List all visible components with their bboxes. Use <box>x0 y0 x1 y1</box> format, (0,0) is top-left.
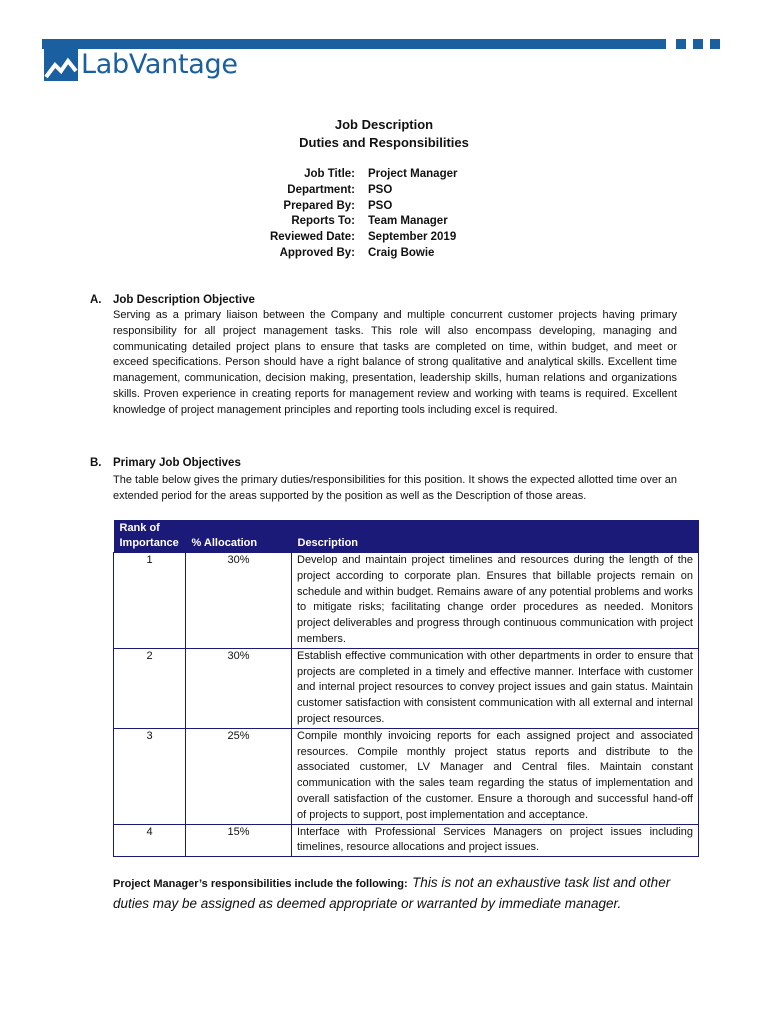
description-cell: Compile monthly invoicing reports for each assigned project and associated resources. Compile monthly project status reports and distribute to the associated customer, LV Manager and Central files. Maintain constant communication with the sales team regarding the status of implementation and overall satisfaction of the customer. Ensure a thorough and successful hand-off of projects to support, post implementation and acceptance. <box>292 728 699 824</box>
job-info-row <box>200 246 457 262</box>
responsibilities-note <box>113 873 703 913</box>
description-cell: Establish effective communication with other departments in order to ensure that projects are completed in a timely and effective manner. Interface with customer and internal project resources to convey project issues and gain status. Maintain customer satisfaction with consistent communication with all external and internal project resources. <box>292 648 699 728</box>
logo-text: LabVantage <box>81 48 238 80</box>
table-row <box>114 728 699 824</box>
job-info-value: PSO <box>368 183 393 196</box>
table-header-row <box>114 520 699 553</box>
table-row <box>114 648 699 728</box>
labvantage-logo <box>44 47 238 81</box>
document-subtitle: Duties and Responsibilities <box>299 135 469 150</box>
section-b-title: Primary Job Objectives <box>113 457 241 469</box>
table-row <box>114 553 699 649</box>
header-square <box>676 39 686 49</box>
header-square <box>710 39 720 49</box>
job-info-value: PSO <box>368 199 393 212</box>
description-cell: Develop and maintain project timelines and resources during the length of the project according to corporate plan. Ensures that billable projects remain on schedule and within budget. Remains aware of any potential problems and works to mitigate risks; facilitating change order procedures as needed. Monitors project deliverables and progress through continuous communication with project members. <box>292 553 699 649</box>
description-header: Description <box>292 520 699 553</box>
section-b-text: The table below gives the primary duties/responsibilities for this position. It shows the expected allotted time over an extended period for the areas supported by the position as well as the Description of those areas. <box>113 474 677 502</box>
section-a-text: Serving as a primary liaison between the Company and multiple concurrent customer projects having primary responsibility for all project management tasks. This role will also encompass developing, managing and communicating detailed project plans to ensure that tasks are completed on time, within budget, and meet or exceed specifications. Person should have a right balance of strong qualitative and analytical skills. Excellent time management, communication, decision making, presentation, leadership skills, human relations and organizations skills. Proven experience in creating reports for management review and working with teams is required. Excellent knowledge of project management principles and reporting tools including excel is required. <box>113 309 677 416</box>
rank-cell: 2 <box>114 648 186 728</box>
duties-table <box>113 520 699 857</box>
rank-cell: 3 <box>114 728 186 824</box>
job-info-row <box>200 183 457 199</box>
job-info-row <box>200 167 457 183</box>
job-info-row <box>200 199 457 215</box>
job-info-label: Department: <box>287 183 355 196</box>
section-a-letter: A. <box>90 294 102 306</box>
header-square <box>693 39 703 49</box>
description-cell: Interface with Professional Services Managers on project issues including timelines, resource allocations and project issues. <box>292 824 699 857</box>
job-info-value: September 2019 <box>368 231 457 244</box>
mountain-logo-icon <box>44 47 78 81</box>
job-info-value: Craig Bowie <box>368 246 435 259</box>
job-info <box>200 167 457 262</box>
section-b-letter: B. <box>90 457 102 469</box>
job-info-value: Team Manager <box>368 215 448 228</box>
allocation-header: % Allocation <box>186 520 292 553</box>
note-bold-text: Project Manager’s responsibilities include the following: <box>113 878 408 890</box>
section-a-title: Job Description Objective <box>113 294 255 306</box>
job-info-label: Job Title: <box>304 168 355 180</box>
job-info-row <box>200 214 457 230</box>
job-info-value: Project Manager <box>368 168 458 180</box>
job-info-label: Reviewed Date: <box>269 231 355 244</box>
table-row <box>114 824 699 857</box>
note-italic-text: This is not an exhaustive task list and other duties may be assigned as deemed appropriate or warranted by immediate manager. <box>113 875 671 911</box>
job-info-label: Approved By: <box>279 246 355 259</box>
allocation-cell: 30% <box>186 553 292 649</box>
rank-cell: 1 <box>114 553 186 649</box>
document-title: Job Description <box>334 117 434 132</box>
allocation-cell: 25% <box>186 728 292 824</box>
job-info-row <box>200 230 457 246</box>
allocation-cell: 30% <box>186 648 292 728</box>
allocation-cell: 15% <box>186 824 292 857</box>
job-info-label: Reports To: <box>291 215 355 228</box>
job-info-label: Prepared By: <box>283 199 355 212</box>
rank-header: Rank of Importance <box>114 520 186 553</box>
rank-cell: 4 <box>114 824 186 857</box>
